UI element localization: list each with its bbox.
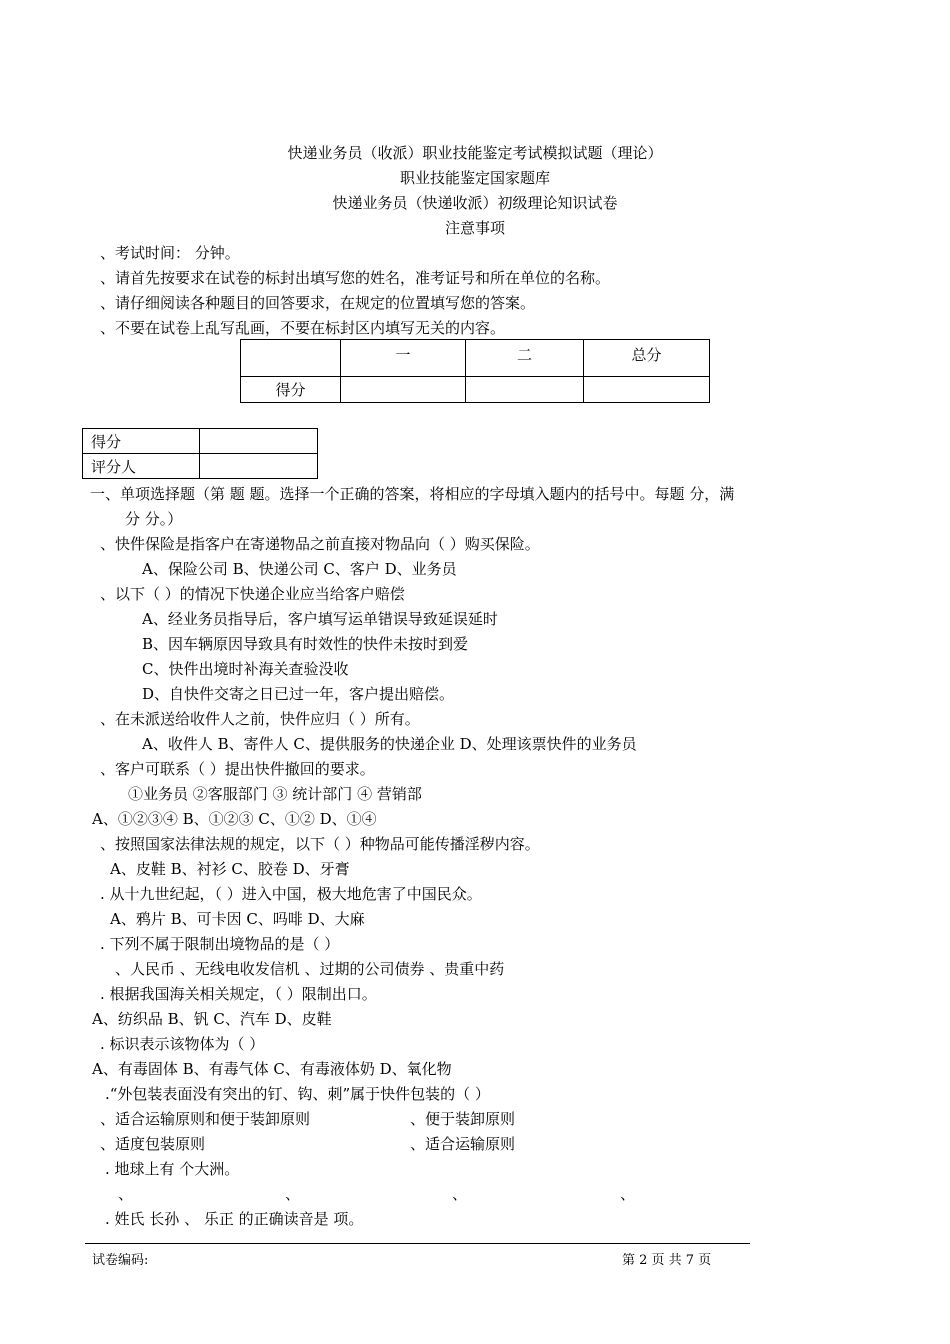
grader-table [82,428,318,479]
score-cell-part2 [466,377,584,403]
paper-code-label: 试卷编码: [92,1253,149,1268]
q5-stem: 、按照国家法律法规的规定，以下（ ）种物品可能传播淫秽内容。 [100,835,540,853]
score-table [240,339,710,403]
page-info: 第 2 页 共 7 页 [622,1253,712,1268]
q7-options: 、人民币 、无线电收发信机 、过期的公司债券 、贵重中药 [115,960,505,978]
q11-option-d: 、 [620,1185,636,1203]
q3-options: A、收件人 B、寄件人 C、提供服务的快递企业 D、处理该票快件的业务员 [142,735,637,753]
exam-title: 快递业务员（收派）职业技能鉴定考试模拟试题（理论） [287,144,663,162]
q10-option-a: 、适合运输原则和便于装卸原则 [100,1110,311,1128]
notice-3: 、请仔细阅读各种题目的回答要求，在规定的位置填写您的答案。 [100,294,536,312]
q8-options: A、纺织品 B、钒 C、汽车 D、皮鞋 [92,1010,332,1028]
q6-stem: . 从十九世纪起，（ ）进入中国，极大地危害了中国民众。 [100,885,482,903]
q1-stem: 、快件保险是指客户在寄递物品之前直接对物品向（ ）购买保险。 [100,535,540,553]
score-cell-part1 [341,377,466,403]
q2-stem: 、以下（ ）的情况下快递企业应当给客户赔偿 [100,585,405,603]
score-table-row-label: 得分 [241,377,341,403]
notice-2: 、请首先按要求在试卷的标封出填写您的姓名，准考证号和所在单位的名称。 [100,269,611,287]
section-heading-line1: 一、单项选择题（第 题 题。选择一个正确的答案，将相应的字母填入题内的括号中。每题 分，满 [90,485,735,503]
section-heading-line2: 分 分。） [125,510,183,528]
q7-stem: . 下列不属于限制出境物品的是（ ） [100,935,340,953]
grader-table-grader-label: 评分人 [83,454,200,479]
q11-option-c: 、 [452,1185,468,1203]
grader-table-score-label: 得分 [83,429,200,454]
q4-items: ①业务员 ②客服部门 ③ 统计部门 ④ 营销部 [128,785,422,803]
grader-score-cell [200,429,318,454]
q2-option-b: B、因车辆原因导致具有时效性的快件未按时到爱 [142,635,469,653]
q6-options: A、鸦片 B、可卡因 C、吗啡 D、大麻 [110,910,365,928]
score-cell-total [584,377,710,403]
q8-stem: . 根据我国海关相关规定，（ ）限制出口。 [100,985,377,1003]
footer-rule [85,1243,750,1244]
q10-option-c: 、适度包装原则 [100,1135,206,1153]
score-table-header-part1: 一 [341,340,466,377]
notice-1: 、考试时间： 分钟。 [100,244,240,262]
q9-stem: . 标识表示该物体为（ ） [100,1035,265,1053]
notice-heading: 注意事项 [444,219,505,237]
q5-options: A、皮鞋 B、衬衫 C、胶卷 D、牙膏 [110,860,350,878]
q11-stem: . 地球上有 个大洲。 [105,1160,240,1178]
grader-name-cell [200,454,318,479]
notice-4: 、不要在试卷上乱写乱画，不要在标封区内填写无关的内容。 [100,319,506,337]
q2-option-c: C、快件出境时补海关查验没收 [142,660,349,678]
q1-options: A、保险公司 B、快递公司 C、客户 D、业务员 [142,560,457,578]
score-table-header-total: 总分 [584,340,710,377]
q12-stem: . 姓氏 长孙 、 乐正 的正确读音是 项。 [105,1210,364,1228]
question-bank-title: 职业技能鉴定国家题库 [399,169,550,187]
score-table-header-part2: 二 [466,340,584,377]
q10-option-d: 、适合运输原则 [410,1135,516,1153]
q10-option-b: 、便于装卸原则 [410,1110,516,1128]
q3-stem: 、在未派送给收件人之前，快件应归（ ）所有。 [100,710,420,728]
q4-stem: 、客户可联系（ ）提出快件撤回的要求。 [100,760,375,778]
q11-option-a: 、 [118,1185,134,1203]
q2-option-d: D、自快件交寄之日已过一年，客户提出赔偿。 [142,685,455,703]
q9-options: A、有毒固体 B、有毒气体 C、有毒液体奶 D、氧化物 [92,1060,452,1078]
paper-title: 快递业务员（快递收派）初级理论知识试卷 [332,194,618,212]
q11-option-b: 、 [285,1185,301,1203]
q4-options: A、①②③④ B、①②③ C、①② D、①④ [92,810,377,828]
score-table-header-blank [241,340,341,377]
q2-option-a: A、经业务员指导后，客户填写运单错误导致延误延时 [142,610,498,628]
q10-stem: .“外包装表面没有突出的钉、钩、刺”属于快件包装的（ ） [105,1085,490,1103]
